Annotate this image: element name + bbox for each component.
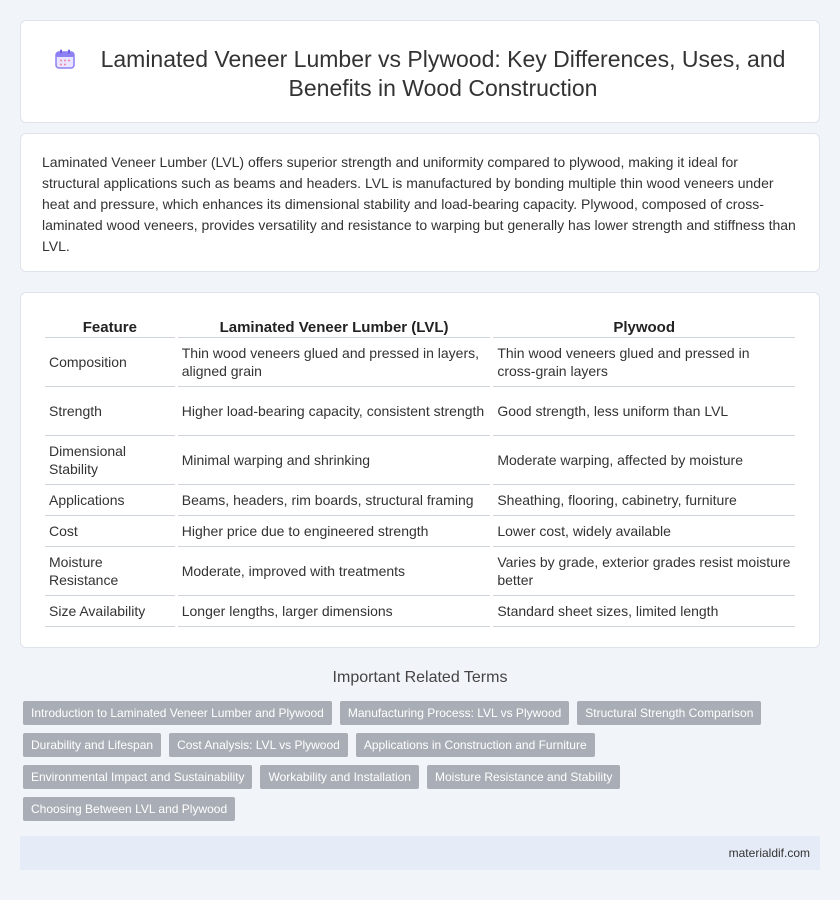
table-cell-lvl: Beams, headers, rim boards, structural framing: [178, 485, 491, 516]
table-cell-feature: Strength: [45, 387, 175, 436]
related-terms-tags: [23, 701, 803, 829]
table-cell-feature: Moisture Resistance: [45, 547, 175, 596]
table-cell-feature: Applications: [45, 485, 175, 516]
table-row: [45, 516, 795, 547]
table-cell-lvl: Thin wood veneers glued and pressed in layers, aligned grain: [178, 338, 491, 387]
intro-paragraph: Laminated Veneer Lumber (LVL) offers superior strength and uniformity compared to plywood, making it ideal for structural applications such as beams and headers. LVL is manufactured by bonding multiple thin wood veneers under heat and pressure, which enhances its dimensional stability and load-bearing capacity. Plywood, composed of cross-laminated wood veneers, provides versatility and resistance to warping but generally has lower strength and stiffness than LVL.: [42, 154, 796, 254]
header-lvl: Laminated Veneer Lumber (LVL): [178, 316, 491, 338]
table-row: [45, 485, 795, 516]
table-cell-lvl: Higher price due to engineered strength: [178, 516, 491, 547]
table-cell-plywood: Good strength, less uniform than LVL: [493, 387, 795, 436]
table-cell-plywood: Sheathing, flooring, cabinetry, furniture: [493, 485, 795, 516]
table-header-row: [45, 316, 795, 338]
table-cell-feature: Composition: [45, 338, 175, 387]
table-row: [45, 436, 795, 485]
table-cell-plywood: Moderate warping, affected by moisture: [493, 436, 795, 485]
table-cell-plywood: Thin wood veneers glued and pressed in cross-grain layers: [493, 338, 795, 387]
header-card: [20, 20, 820, 123]
related-tag[interactable]: Structural Strength Comparison: [577, 701, 761, 725]
table-cell-plywood: Varies by grade, exterior grades resist moisture better: [493, 547, 795, 596]
table-cell-feature: Cost: [45, 516, 175, 547]
related-tag[interactable]: Cost Analysis: LVL vs Plywood: [169, 733, 348, 757]
header-plywood: Plywood: [493, 316, 795, 338]
intro-card: [20, 133, 820, 272]
header-feature: Feature: [45, 316, 175, 338]
table-cell-lvl: Longer lengths, larger dimensions: [178, 596, 491, 627]
footer: [20, 836, 820, 870]
table-cell-lvl: Minimal warping and shrinking: [178, 436, 491, 485]
related-tag[interactable]: Workability and Installation: [260, 765, 419, 789]
related-terms-title: Important Related Terms: [332, 669, 508, 686]
table-cell-lvl: Moderate, improved with treatments: [178, 547, 491, 596]
related-tag[interactable]: Manufacturing Process: LVL vs Plywood: [340, 701, 569, 725]
table-cell-feature: Size Availability: [45, 596, 175, 627]
table-row: [45, 387, 795, 436]
related-tag[interactable]: Choosing Between LVL and Plywood: [23, 797, 235, 821]
page-title: Laminated Veneer Lumber vs Plywood: Key Differences, Uses, and Benefits in Wood Construction: [100, 46, 786, 101]
table-cell-plywood: Standard sheet sizes, limited length: [493, 596, 795, 627]
table-row: [45, 338, 795, 387]
related-tag[interactable]: Environmental Impact and Sustainability: [23, 765, 252, 789]
table-row: [45, 596, 795, 627]
related-tag[interactable]: Introduction to Laminated Veneer Lumber and Plywood: [23, 701, 332, 725]
related-tag[interactable]: Durability and Lifespan: [23, 733, 161, 757]
table-row: [45, 547, 795, 596]
table-cell-feature: Dimensional Stability: [45, 436, 175, 485]
footer-site-link[interactable]: materialdif.com: [728, 846, 810, 860]
related-tag[interactable]: Moisture Resistance and Stability: [427, 765, 620, 789]
related-tag[interactable]: Applications in Construction and Furniture: [356, 733, 595, 757]
comparison-table-card: [20, 292, 820, 648]
table-cell-plywood: Lower cost, widely available: [493, 516, 795, 547]
table-cell-lvl: Higher load-bearing capacity, consistent strength: [178, 387, 491, 436]
comparison-table: [42, 316, 798, 627]
